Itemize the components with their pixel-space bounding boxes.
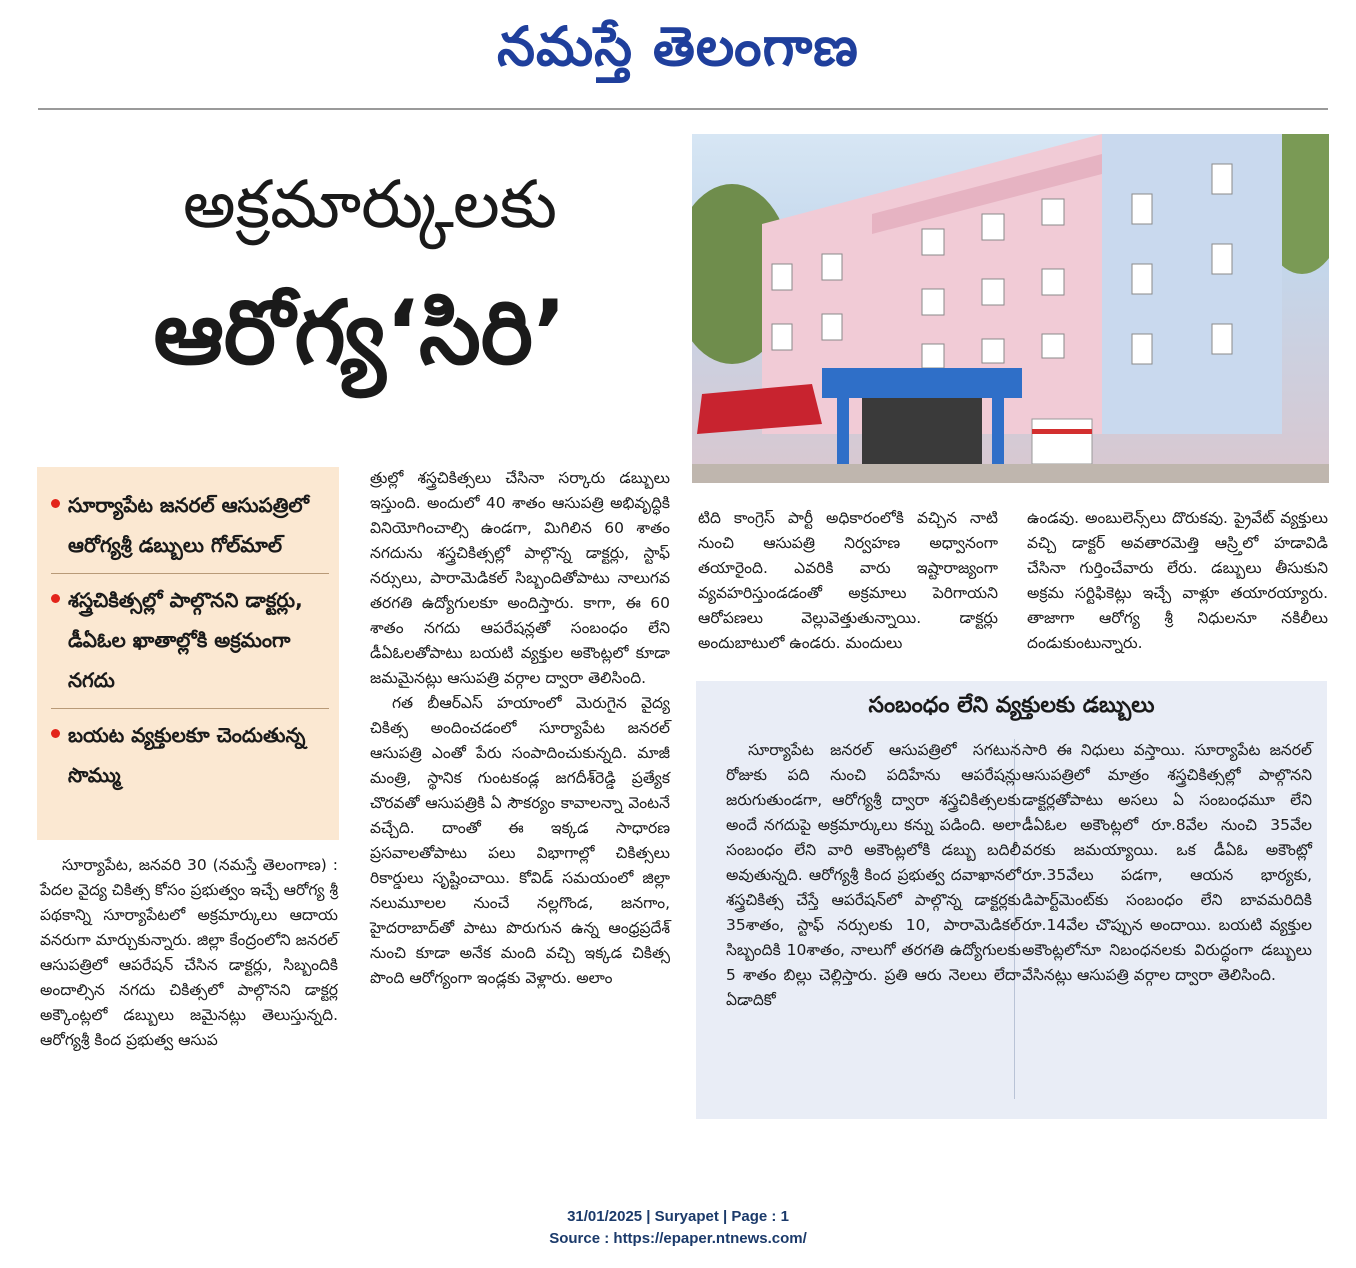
article-paragraph: గత బీఆర్‌ఎస్ హయాంలో మెరుగైన వైద్య చికిత్స అందించడంలో సూర్యాపేట జనరల్ ఆసుపత్రి ఎంతో పేరు సంపాదించుకున్నది. మాజీ మంత్రి, స్థానిక గుంటకండ్ల జగదీశ్‌రెడ్డి ప్రత్యేక చొరవతో ఆసుపత్రికి ఏ సౌకర్యం కావాలన్నా వెంటనే వచ్చేది. దాంతో ఈ ఇక్కడ సాధారణ ప్రసవాలతోపాటు పలు విభాగాల్లో చికిత్సలు రికార్డులు సృష్టించాయి. కోవిడ్ సమయంలో జిల్లా నలుమూలల నుంచే నల్లగొండ, జనగాం, హైదరాబాద్‌తో పాటు పొరుగున ఉన్న ఆంధ్రప్రదేశ్ నుంచి కూడా అనేక మంది వచ్చి ఇక్కడ చికిత్స పొంది ఆరోగ్యంగా ఇండ్లకు వెళ్లారు. అలాం [370,694,670,987]
footer-date-edition: 31/01/2025 | Suryapet | Page : 1 [567,1208,789,1225]
article-column-3 [698,506,998,656]
sidebar-heading: సంబంధం లేని వ్యక్తులకు డబ్బులు [868,693,1155,718]
highlights-box [37,467,339,840]
sidebar-paragraph: సూర్యాపేట జనరల్ ఆసుపత్రిలో సగటున రోజుకు పది నుంచి పదిహేను ఆపరేషన్లు జరుగుతుండగా, ఆరోగ్యశ్రీ ద్వారా శస్త్రచికిత్సలకు అందే నగదుపై అక్రమార్కులు కన్ను పడింది. అలా సంబంధం లేని వారి అకౌంట్లలోకి డబ్బు బదిలీ అవుతున్నది. ఆరోగ్యశ్రీ కింద ప్రభుత్వ దవాఖానలో శస్త్రచికిత్స చేస్తే ఆపరేషన్‌లో పాల్గొన్న డాక్టర్లకు 35శాతం, స్టాఫ్ నర్సులకు 10, పారామెడికల్ సిబ్బందికి 10శాతం, నాలుగో తరగతి ఉద్యోగులకు 5 శాతం బిల్లు చెల్లిస్తారు. ప్రతి ఆరు నెలలు లేదా ఏడాదికో [726,741,1021,1009]
article-paragraph: సూర్యాపేట, జనవరి 30 (నమస్తే తెలంగాణ) : పేదల వైద్య చికిత్స కోసం ప్రభుత్వం ఇచ్చే ఆరోగ్య శ్రీ పథకాన్ని సూర్యాపేటలో అక్రమార్కులు ఆదాయ వనరుగా మార్చుకున్నారు. జిల్లా కేంద్రంలోని జనరల్ ఆసుపత్రిలో ఆపరేషన్ చేసిన డాక్టర్లు, సిబ్బందికి అందాల్సిన నగదు చికిత్సలో పాల్గొనని డాక్టర్ల అక్కౌంట్లలో డబ్బులు జమైనట్లు తెలుస్తున్నది. ఆరోగ్యశ్రీ కింద ప్రభుత్వ ఆసుప [40,856,338,1049]
sidebar-box [696,681,1327,1119]
article-paragraph: ఉండవు. అంబులెన్స్‌లు దొరుకవు. ప్రైవేట్ వ్యక్తులు వచ్చి డాక్టర్ అవతారమెత్తి ఆస్ర్తిలో హడావిడి చేసినా గుర్తించేవారు లేరు. డబ్బులు తీసుకుని అక్రమ సర్టిఫికెట్లు ఇచ్చే వాళ్లూ తయారయ్యారు. తాజాగా ఆరోగ్య శ్రీ నిధులనూ నకిలీలు దండుకుంటున్నారు. [1027,509,1328,652]
highlight-item [51,485,329,565]
highlight-item [51,715,329,795]
hospital-illustration [692,134,1329,483]
footer-source: Source : https://epaper.ntnews.com/ [549,1230,807,1247]
sidebar-column-2 [1022,738,1312,988]
article-column-1 [40,853,338,1053]
highlight-text: బయట వ్యక్తులకూ చెందుతున్న సొమ్ము [68,723,306,787]
article-paragraph: టిది కాంగ్రెస్ పార్టీ అధికారంలోకి వచ్చిన నాటి నుంచి ఆసుపత్రి నిర్వహణ అధ్వానంగా తయారైంది. ఎవరికి వారు ఇష్టారాజ్యంగా వ్యవహరిస్తుండడంతో అక్రమాలు పెరిగాయని ఆరోపణలు వెల్లువెత్తుతున్నాయి. డాక్టర్లు అందుబాటులో ఉండరు. మందులు [698,509,998,652]
article-paragraph: త్రుల్లో శస్త్రచికిత్సలు చేసినా సర్కారు డబ్బులు ఇస్తుంది. అందులో 40 శాతం ఆసుపత్రి అభివృద్ధికి వినియోగించాల్సి ఉండగా, మిగిలిన 60 శాతం నగదును శస్త్రచికిత్సల్లో పాల్గొన్న డాక్టర్లు, స్టాఫ్ నర్సులు, పారామెడికల్ సిబ్బందితోపాటు నాలుగవ తరగతి ఉద్యోగులకూ అందిస్తారు. కాగా, ఈ 60 శాతం నగదు ఆపరేషన్లతో సంబంధం లేని డీఏఓలతోపాటు బయటి వ్యక్తుల అకౌంట్లలో కూడా జమమైనట్లు ఆసుపత్రి వర్గాల ద్వారా తెలిసింది. [370,469,670,687]
masthead-divider [38,108,1328,110]
page-footer [0,1206,1356,1250]
sidebar-column-1 [726,738,1021,1013]
bullet-icon [51,729,60,738]
highlight-text: శస్త్రచికిత్సల్లో పాల్గొనని డాక్టర్లు, డీఏఓల ఖాతాల్లోకి అక్రమంగా నగదు [68,588,303,692]
entrance-canopy [822,368,1022,398]
right-wing [1102,134,1282,434]
highlight-divider [51,573,329,574]
hospital-building-photo [692,134,1329,483]
article-column-2 [370,466,670,991]
bullet-icon [51,594,60,603]
headline-line-1: అక్రమార్కులకు [182,166,558,243]
ground [692,464,1329,483]
sidebar-paragraph: సారి ఈ నిధులు వస్తాయి. సూర్యాపేట జనరల్ ఆసుపత్రిలో మాత్రం శస్త్రచికిత్సల్లో పాల్గొనని డాక్టర్లతోపాటు అసలు ఏ సంబంధమూ లేని డీఏఓల అకౌంట్లలో రూ.8వేల నుంచి 35వేల వరకు జమయ్యాయి. ఒక డీఏఓ అకౌంట్లో రూ.35వేలు పడగా, ఆయన భార్యకు, డిపార్ట్‌మెంట్‌కు సంబంధం లేని బావమరిదికి రూ.14వేల చొప్పున అందాయి. బయటి వ్యక్తుల అకౌంట్లలోనూ నిబంధనలకు విరుద్ధంగా డబ్బులు వేసినట్లు ఆసుపత్రి వర్గాల ద్వారా తెలిసింది. [1022,741,1312,984]
highlight-item [51,580,329,700]
headline-line-2: ఆరోగ్య‘సిరి’ [153,281,567,384]
highlight-text: సూర్యాపేట జనరల్ ఆసుపత్రిలో ఆరోగ్యశ్రీ డబ్బులు గోల్‌మాల్ [68,493,309,557]
ambulance [1032,419,1092,464]
bullet-icon [51,499,60,508]
article-column-4 [1027,506,1328,656]
newspaper-masthead: నమస్తే తెలంగాణ [497,14,859,78]
highlight-divider [51,708,329,709]
